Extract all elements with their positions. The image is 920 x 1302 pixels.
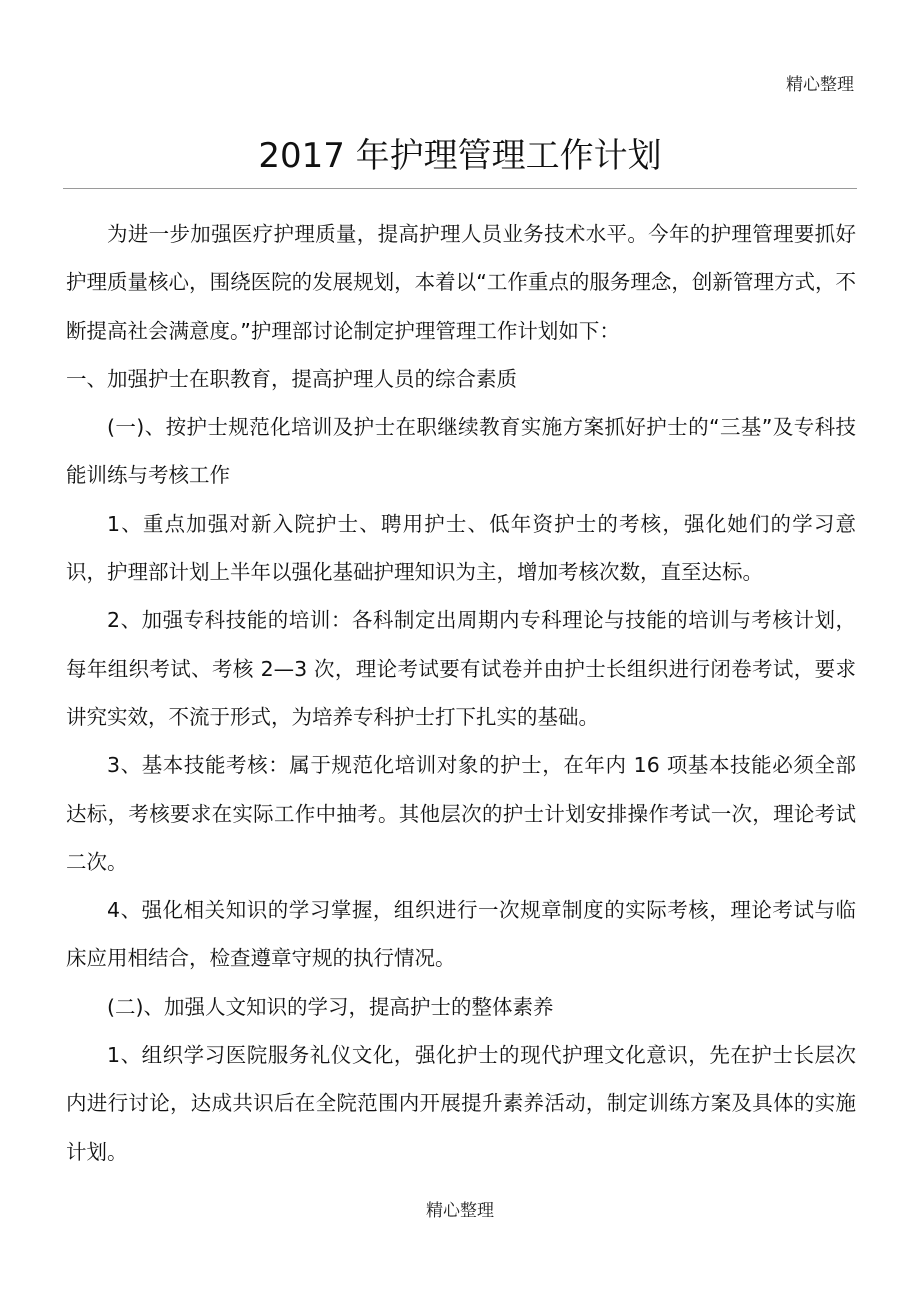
intro-paragraph: 为进一步加强医疗护理质量，提高护理人员业务技术水平。今年的护理管理要抓好护理质量核心，围绕医院的发展规划，本着以“工作重点的服务理念，创新管理方式，不断提高社会满意度。”护理部讨论制定护理管理工作计划如下： [66,222,856,343]
list-item-5: 1、组织学习医院服务礼仪文化，强化护士的现代护理文化意识，先在护士长层次内进行讨论，达成共识后在全院范围内开展提升素养活动，制定训练方案及具体的实施计划。 [66,1043,856,1164]
title-divider [63,188,857,189]
subsection-heading-1: (一)、按护士规范化培训及护士在职继续教育实施方案抓好护士的“三基”及专科技能训练与考核工作 [66,415,856,488]
list-item-4: 4、强化相关知识的学习掌握，组织进行一次规章制度的实际考核，理论考试与临床应用相结合，检查遵章守规的执行情况。 [66,898,856,971]
document-title: 2017 年护理管理工作计划 [258,136,662,176]
list-item-2: 2、加强专科技能的培训：各科制定出周期内专科理论与技能的培训与考核计划，每年组织考试、考核 2—3 次，理论考试要有试卷并由护士长组织进行闭卷考试，要求讲究实效，不流于形式，为培养专科护士打下扎实的基础。 [66,608,856,729]
header-watermark-text: 精心整理 [786,75,854,95]
list-item-3: 3、基本技能考核：属于规范化培训对象的护士，在年内 16 项基本技能必须全部达标，考核要求在实际工作中抽考。其他层次的护士计划安排操作考试一次，理论考试二次。 [66,753,856,874]
footer-watermark-text: 精心整理 [426,1201,494,1221]
document-body [66,210,856,1176]
section-heading-1: 一、加强护士在职教育，提高护理人员的综合素质 [66,366,517,391]
subsection-heading-2: (二)、加强人文知识的学习，提高护士的整体素养 [107,994,554,1019]
list-item-1: 1、重点加强对新入院护士、聘用护士、低年资护士的考核，强化她们的学习意识，护理部计划上半年以强化基础护理知识为主，增加考核次数，直至达标。 [66,511,856,585]
